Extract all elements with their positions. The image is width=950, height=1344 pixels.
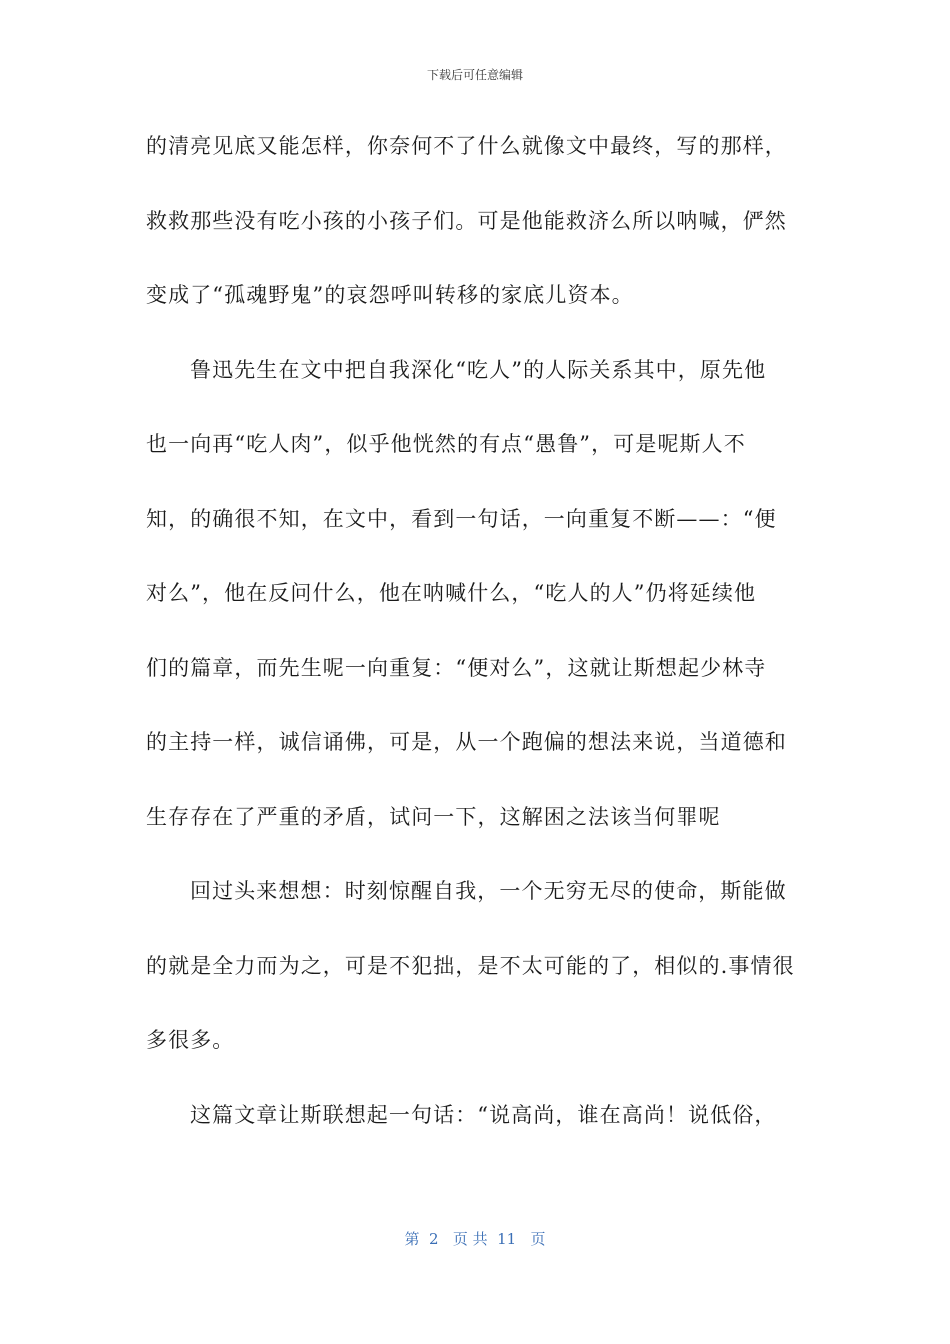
text-line: 对么”，他在反问什么，他在呐喊什么，“吃人的人”仍将延续他	[146, 581, 757, 605]
text-line: 的主持一样，诚信诵佛，可是，从一个跑偏的想法来说，当道德和	[146, 730, 787, 754]
paragraph-start-line: 回过头来想想：时刻惊醒自我，一个无穷无尽的使命，斯能做	[190, 879, 787, 903]
document-body	[146, 122, 808, 1165]
page-header: 下载后可任意编辑	[426, 68, 523, 82]
text-line: 的就是全力而为之，可是不犯拙，是不太可能的了，相似的.事情很	[146, 953, 795, 978]
paragraph-start-line: 这篇文章让斯联想起一句话：“说高尚，谁在高尚！说低俗，	[190, 1102, 777, 1127]
paragraph-start-line: 鲁迅先生在文中把自我深化“吃人”的人际关系其中，原先他	[190, 357, 767, 382]
text-line: 们的篇章，而先生呢一向重复：“便对么”，这就让斯想起少林寺	[146, 655, 767, 680]
text-line: 生存存在了严重的矛盾，试问一下，这解困之法该当何罪呢	[146, 804, 721, 829]
text-line: 也一向再“吃人肉”，似乎他恍然的有点“愚鲁”，可是呢斯人不	[146, 432, 746, 456]
text-line: 的清亮见底又能怎样，你奈何不了什么就像文中最终，写的那样，	[146, 134, 787, 158]
text-line: 变成了“孤魂野鬼”的哀怨呼叫转移的家底儿资本。	[146, 283, 634, 307]
text-line: 知，的确很不知，在文中，看到一句话，一向重复不断——：“便	[146, 506, 777, 531]
page-number-footer: 第 2 页 共 11 页	[404, 1230, 546, 1248]
text-line: 救救那些没有吃小孩的小孩子们。可是他能救济么所以呐喊，俨然	[146, 208, 787, 233]
text-line: 多很多。	[146, 1028, 235, 1052]
